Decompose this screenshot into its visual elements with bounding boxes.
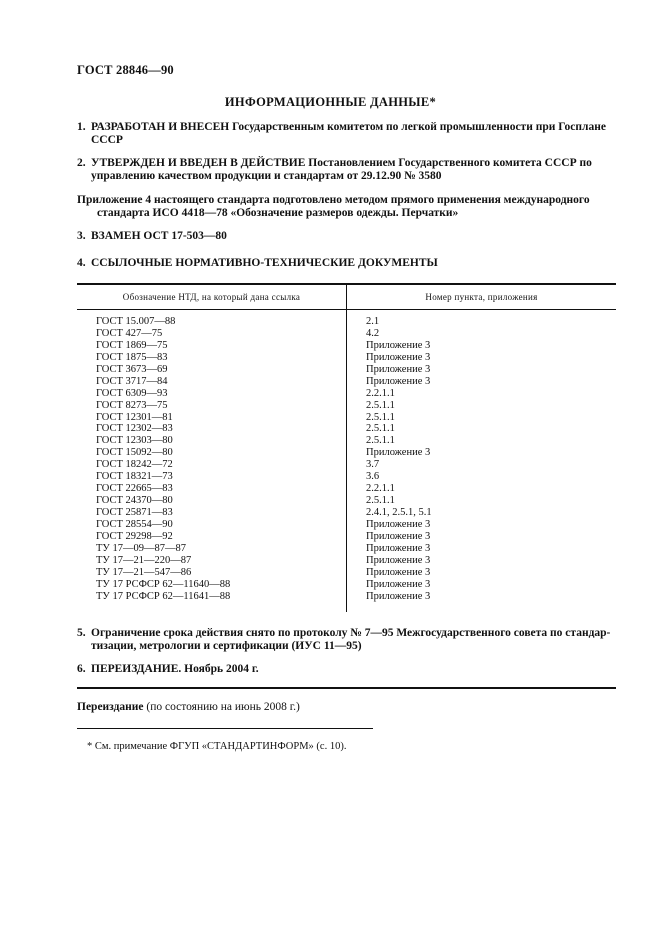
reference-designation: ГОСТ 3717—84 — [96, 375, 168, 387]
reference-designation: ТУ 17 РСФСР 62—11641—88 — [96, 590, 231, 602]
item-number: 1. — [77, 121, 86, 133]
item-text: ССЫЛОЧНЫЕ НОРМАТИВНО-ТЕХНИЧЕСКИЕ ДОКУМЕНТЫ — [91, 257, 438, 269]
clause-number: Приложение 3 — [366, 566, 431, 578]
clause-number: 2.2.1.1 — [366, 387, 395, 399]
table-row — [77, 543, 616, 555]
note-text-line: стандарта ИСО 4418—78 «Обозначение размеров одежды. Перчатки» — [97, 207, 459, 219]
reference-designation: ГОСТ 25871—83 — [96, 507, 173, 518]
reference-designation: ТУ 17—21—547—86 — [96, 566, 192, 578]
info-item-6 — [77, 663, 617, 676]
clause-number: 2.1 — [366, 316, 380, 327]
info-item-3 — [77, 230, 617, 243]
bottom-rule — [77, 687, 616, 689]
table-row — [77, 495, 616, 507]
table-row — [77, 471, 616, 483]
table-row — [77, 316, 616, 328]
clause-number: 2.4.1, 2.5.1, 5.1 — [366, 507, 432, 518]
reference-designation: ГОСТ 6309—93 — [96, 387, 168, 399]
clause-number: 2.5.1.1 — [366, 399, 395, 411]
clause-number: Приложение 3 — [366, 339, 431, 351]
item-text: ПЕРЕИЗДАНИЕ. Ноябрь 2004 г. — [91, 663, 259, 675]
clause-number: 2.2.1.1 — [366, 483, 395, 495]
clause-number: 2.5.1.1 — [366, 435, 395, 447]
info-item-2 — [77, 157, 617, 183]
clause-number: Приложение 3 — [366, 590, 431, 602]
clause-number: 2.5.1.1 — [366, 423, 395, 435]
clause-number: Приложение 3 — [366, 375, 431, 387]
document-code: ГОСТ 28846—90 — [77, 63, 174, 77]
reference-designation: ГОСТ 1869—75 — [96, 339, 168, 351]
clause-number: Приложение 3 — [366, 363, 431, 375]
item-text-line: РАЗРАБОТАН И ВНЕСЕН Государственным комитетом по легкой промышленности при Госплане — [91, 121, 606, 133]
section-title: ИНФОРМАЦИОННЫЕ ДАННЫЕ* — [224, 95, 437, 109]
clause-number: 3.7 — [366, 459, 380, 471]
item-text-line: Ограничение срока действия снято по протоколу № 7—95 Межгосударственного совета по стандар- — [91, 627, 611, 639]
clause-number: Приложение 3 — [366, 447, 431, 459]
reference-designation: ТУ 17—21—220—87 — [96, 554, 192, 566]
clause-number: 4.2 — [366, 327, 380, 339]
reference-designation: ТУ 17—09—87—87 — [96, 542, 186, 554]
item-number: 3. — [77, 230, 86, 242]
clause-number: Приложение 3 — [366, 518, 431, 530]
clause-number: Приложение 3 — [366, 554, 431, 566]
reference-designation: ГОСТ 15.007—88 — [96, 316, 176, 327]
reference-designation: ГОСТ 3673—69 — [96, 363, 168, 375]
clause-number: Приложение 3 — [366, 351, 431, 363]
clause-number: 2.5.1.1 — [366, 495, 395, 507]
reference-designation: ТУ 17 РСФСР 62—11640—88 — [96, 578, 231, 590]
table-row — [77, 364, 616, 376]
info-item-4 — [77, 257, 617, 270]
item-number: 6. — [77, 663, 86, 675]
table-row — [77, 555, 616, 567]
clause-number: Приложение 3 — [366, 578, 431, 590]
table-row — [77, 340, 616, 352]
table-row — [77, 423, 616, 435]
appendix-note — [77, 194, 617, 220]
reference-designation: ГОСТ 24370—80 — [96, 495, 173, 507]
table-row — [77, 388, 616, 400]
reference-designation: ГОСТ 18321—73 — [96, 471, 173, 483]
clause-number: Приложение 3 — [366, 542, 431, 554]
table-body — [77, 316, 616, 603]
item-text-line: СССР — [91, 134, 123, 146]
item-text-line: управлению качеством продукции и стандартам от 29.12.90 № 3580 — [91, 170, 442, 182]
reference-designation: ГОСТ 29298—92 — [96, 530, 173, 542]
item-number: 5. — [77, 627, 86, 639]
table-row — [77, 328, 616, 340]
reissue-text: (по состоянию на июнь 2008 г.) — [143, 701, 300, 713]
footnote-rule — [77, 728, 373, 729]
reference-designation: ГОСТ 18242—72 — [96, 459, 173, 471]
column-header-reference: Обозначение НТД, на который дана ссылка — [122, 292, 301, 302]
table-row — [77, 507, 616, 519]
item-text: ВЗАМЕН ОСТ 17-503—80 — [91, 230, 227, 242]
reference-designation: ГОСТ 15092—80 — [96, 447, 173, 459]
table-row — [77, 352, 616, 364]
table-row — [77, 519, 616, 531]
info-item-5 — [77, 627, 617, 653]
table-row — [77, 591, 616, 603]
table-row — [77, 400, 616, 412]
item-number: 2. — [77, 157, 86, 169]
table-row — [77, 459, 616, 471]
table-row — [77, 376, 616, 388]
reference-designation: ГОСТ 22665—83 — [96, 483, 173, 495]
reference-designation: ГОСТ 12303—80 — [96, 435, 173, 447]
header-divider — [77, 309, 616, 310]
table-row — [77, 447, 616, 459]
table-row — [77, 435, 616, 447]
table-row — [77, 412, 616, 424]
clause-number: 2.5.1.1 — [366, 411, 395, 423]
reference-designation: ГОСТ 12301—81 — [96, 411, 173, 423]
note-text-line: Приложение 4 настоящего стандарта подготовлено методом прямого применения международного — [77, 194, 590, 206]
reference-designation: ГОСТ 28554—90 — [96, 518, 173, 530]
clause-number: Приложение 3 — [366, 530, 431, 542]
reference-designation: ГОСТ 1875—83 — [96, 351, 168, 363]
clause-number: 3.6 — [366, 471, 380, 483]
column-header-clause: Номер пункта, приложения — [425, 292, 538, 302]
reference-designation: ГОСТ 12302—83 — [96, 423, 173, 435]
table-row — [77, 483, 616, 495]
info-item-1 — [77, 121, 617, 147]
reissue-state — [77, 701, 300, 713]
item-text-line: тизации, метрологии и сертификации (ИУС 11—95) — [91, 640, 362, 652]
reissue-label: Переиздание — [77, 701, 144, 713]
item-text-line: УТВЕРЖДЕН И ВВЕДЕН В ДЕЙСТВИЕ Постановлением Государственного комитета СССР по — [91, 157, 592, 169]
reference-table — [77, 285, 616, 613]
table-row — [77, 579, 616, 591]
table-row — [77, 531, 616, 543]
table-row — [77, 567, 616, 579]
reference-designation: ГОСТ 8273—75 — [96, 399, 168, 411]
item-number: 4. — [77, 257, 86, 269]
footnote: * См. примечание ФГУП «СТАНДАРТИНФОРМ» (с. 10). — [87, 741, 347, 752]
reference-designation: ГОСТ 427—75 — [96, 327, 163, 339]
